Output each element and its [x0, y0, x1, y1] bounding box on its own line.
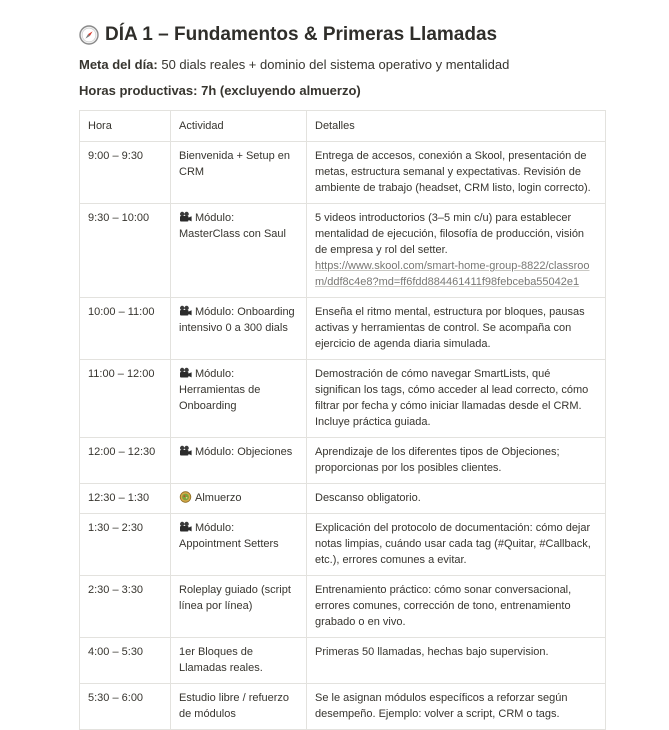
table-row	[80, 360, 606, 438]
details-text: Entrenamiento práctico: cómo sonar conversacional, errores comunes, corrección de tono, entrenamiento grabado o en vivo.	[315, 584, 572, 628]
time-cell	[80, 514, 171, 576]
time-cell	[80, 204, 171, 298]
food-icon	[179, 491, 192, 503]
activity-text: Módulo: Objeciones	[195, 446, 293, 458]
details-text: Primeras 50 llamadas, hechas bajo supervision.	[315, 646, 549, 658]
activity-text: Estudio libre / refuerzo de módulos	[179, 692, 290, 720]
activity-text: Módulo: Appointment Setters	[179, 522, 279, 550]
activity-cell	[171, 142, 307, 204]
activity-text: Almuerzo	[195, 492, 242, 504]
details-cell	[307, 638, 606, 684]
details-text: Enseña el ritmo mental, estructura por bloques, pausas activas y herramientas de control. Se acompaña con ejercicio de agenda diaria simulada.	[315, 306, 585, 350]
time-cell	[80, 638, 171, 684]
details-cell	[307, 514, 606, 576]
details-cell	[307, 298, 606, 360]
movie-camera-icon	[179, 211, 192, 223]
page-title	[79, 22, 669, 48]
activity-cell	[171, 438, 307, 484]
activity-cell	[171, 684, 307, 730]
details-text: Demostración de cómo navegar SmartLists, qué significan los tags, cómo acceder al lead correcto, cómo filtrar por fecha y cómo iniciar llamadas desde el CRM. Incluye práctica guiada.	[315, 368, 589, 428]
table-header-row	[80, 111, 606, 142]
time-text: 9:30 – 10:00	[88, 212, 150, 224]
header-actividad: Actividad	[171, 111, 307, 142]
details-cell	[307, 142, 606, 204]
movie-camera-icon	[179, 521, 192, 533]
time-text: 1:30 – 2:30	[88, 522, 144, 534]
table-row	[80, 204, 606, 298]
activity-text: Bienvenida + Setup en CRM	[179, 150, 291, 178]
time-cell	[80, 484, 171, 514]
table-row	[80, 438, 606, 484]
time-text: 5:30 – 6:00	[88, 692, 144, 704]
time-text: 2:30 – 3:30	[88, 584, 144, 596]
goal-text: 50 dials reales + dominio del sistema operativo y mentalidad	[157, 57, 510, 72]
time-text: 12:00 – 12:30	[88, 446, 156, 458]
goal-label: Meta del día:	[79, 57, 158, 72]
activity-text: Módulo: Onboarding intensivo 0 a 300 dials	[179, 306, 295, 334]
table-row	[80, 484, 606, 514]
header-hora: Hora	[80, 111, 171, 142]
details-text: Entrega de accesos, conexión a Skool, presentación de metas, estructura semanal y expectativas. Revisión de ambiente de trabajo (headset, CRM listo, login correcto).	[315, 150, 591, 194]
details-cell	[307, 684, 606, 730]
time-text: 10:00 – 11:00	[88, 306, 155, 318]
goal-line	[79, 56, 669, 74]
details-cell	[307, 360, 606, 438]
table-row	[80, 576, 606, 638]
details-cell	[307, 484, 606, 514]
activity-cell	[171, 204, 307, 298]
details-text: Explicación del protocolo de documentación: cómo dejar notas limpias, cuándo usar cada tag (#Quitar, #Callback, etc.), errores comunes a evitar.	[315, 522, 591, 566]
details-text: 5 videos introductorios (3–5 min c/u) para establecer mentalidad de ejecución, filosofía de producción, visión de empresa y rol del setter.	[315, 212, 585, 256]
activity-cell	[171, 576, 307, 638]
table-row	[80, 684, 606, 730]
time-text: 4:00 – 5:30	[88, 646, 144, 658]
details-cell	[307, 576, 606, 638]
activity-cell	[171, 514, 307, 576]
time-text: 12:30 – 1:30	[88, 492, 150, 504]
movie-camera-icon	[179, 305, 192, 317]
time-text: 9:00 – 9:30	[88, 150, 144, 162]
time-cell	[80, 142, 171, 204]
details-cell	[307, 438, 606, 484]
compass-icon	[79, 25, 99, 45]
header-detalles: Detalles	[307, 111, 606, 142]
activity-text: 1er Bloques de Llamadas reales.	[179, 646, 263, 674]
activity-text: Módulo: Herramientas de Onboarding	[179, 368, 261, 412]
title-text: DÍA 1 – Fundamentos & Primeras Llamadas	[105, 24, 498, 45]
time-cell	[80, 684, 171, 730]
schedule-table	[79, 110, 606, 730]
activity-cell	[171, 638, 307, 684]
classroom-link[interactable]: https://www.skool.com/smart-home-group-8822/classroom/ddf8c4e8?md=ff6fdd884461411f98febceba55042e1	[315, 260, 590, 288]
time-cell	[80, 576, 171, 638]
details-text: Aprendizaje de los diferentes tipos de Objeciones; proporcionas por los posibles clientes.	[315, 446, 560, 474]
hours-line: Horas productivas: 7h (excluyendo almuerzo)	[79, 83, 361, 98]
movie-camera-icon	[179, 445, 192, 457]
details-cell	[307, 204, 606, 298]
details-text: Se le asignan módulos específicos a reforzar según desempeño. Ejemplo: volver a script, CRM o tags.	[315, 692, 568, 720]
time-cell	[80, 360, 171, 438]
table-row	[80, 142, 606, 204]
activity-text: Roleplay guiado (script línea por línea)	[179, 584, 291, 612]
table-row	[80, 298, 606, 360]
movie-camera-icon	[179, 367, 192, 379]
time-text: 11:00 – 12:00	[88, 368, 155, 380]
table-row	[80, 638, 606, 684]
time-cell	[80, 438, 171, 484]
activity-cell	[171, 360, 307, 438]
activity-cell	[171, 298, 307, 360]
activity-cell	[171, 484, 307, 514]
activity-text: Módulo: MasterClass con Saul	[179, 212, 286, 240]
table-row	[80, 514, 606, 576]
details-text: Descanso obligatorio.	[315, 492, 421, 504]
time-cell	[80, 298, 171, 360]
